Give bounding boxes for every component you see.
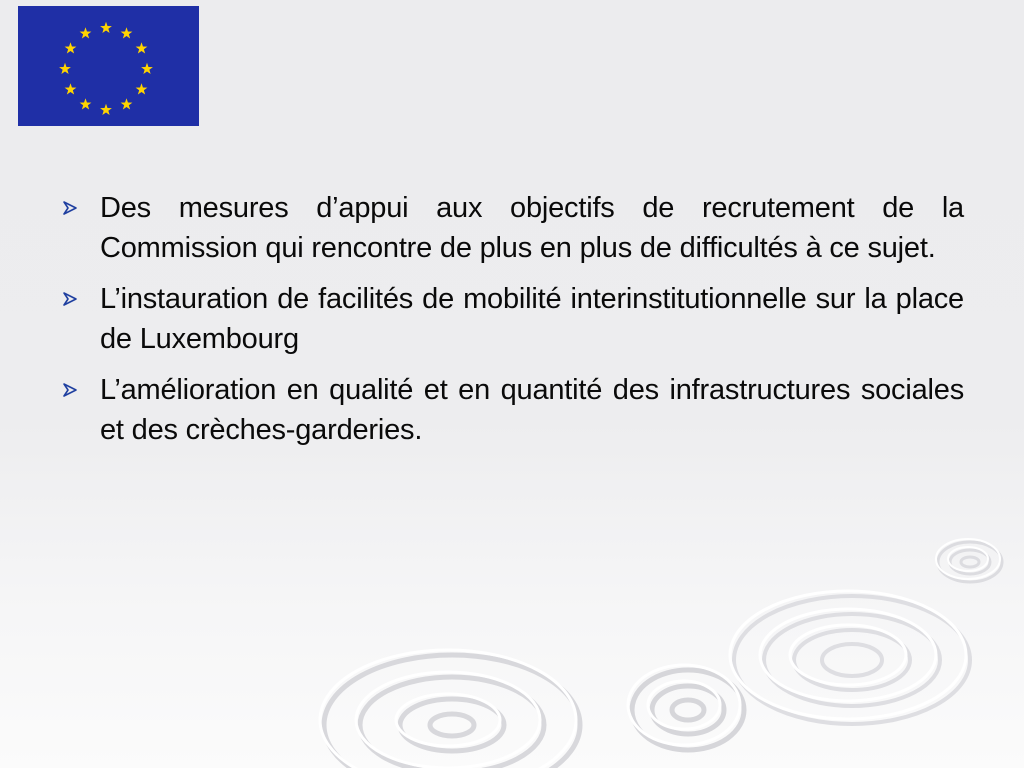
- flag-background: [18, 6, 199, 126]
- bullet-text: L’instauration de facilités de mobilité interinstitutionnelle sur la place de Luxembourg: [100, 283, 964, 355]
- bullet-text: Des mesures d’appui aux objectifs de recrutement de la Commission qui rencontre de plus en plus de difficultés à ce sujet.: [100, 192, 964, 264]
- arrow-bullet-icon: [62, 370, 100, 410]
- bullet-item: [62, 279, 964, 359]
- eu-flag-logo: [18, 6, 199, 126]
- bullet-text: L’amélioration en qualité et en quantité des infrastructures sociales et des crèches-garderies.: [100, 374, 964, 446]
- bullet-list: [62, 188, 964, 461]
- arrow-bullet-icon: [62, 279, 100, 319]
- bullet-item: [62, 188, 964, 268]
- bullet-item: [62, 370, 964, 450]
- arrow-bullet-icon: [62, 188, 100, 228]
